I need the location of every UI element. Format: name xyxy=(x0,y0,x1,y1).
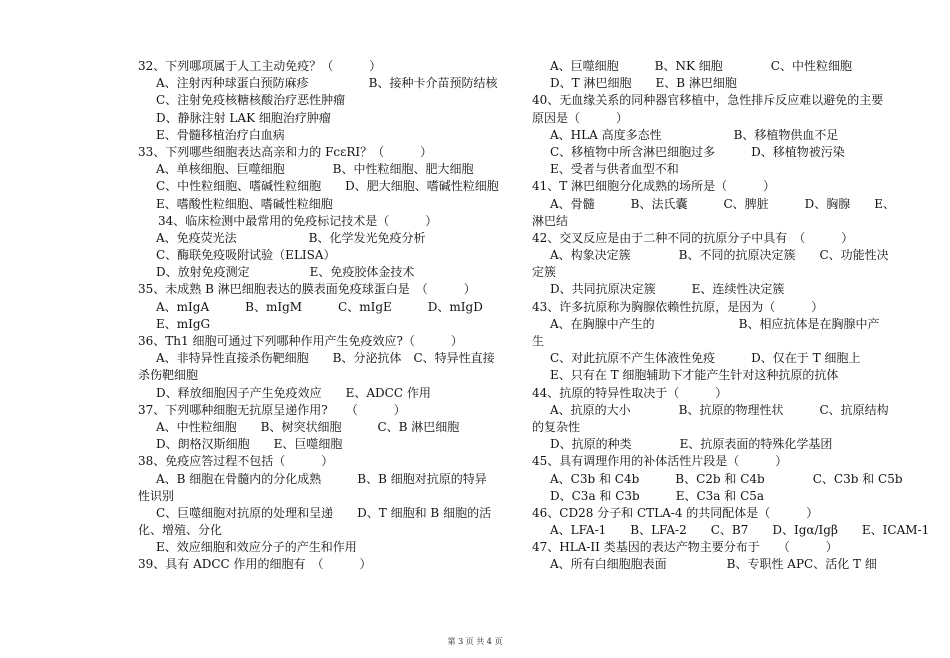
text-line: A、免疫荧光法 B、化学发光免疫分析 xyxy=(156,230,426,245)
text-line: A、B 细胞在骨髓内的分化成熟 B、B 细胞对抗原的特异 xyxy=(156,471,487,486)
text-line: E、mIgG xyxy=(156,316,211,331)
text-line: A、非特异性直接杀伤靶细胞 B、分泌抗体 C、特异性直接 xyxy=(156,351,495,366)
text-line: 32、下列哪项属于人工主动免疫？（ ） xyxy=(138,59,382,73)
text-line: 41、T 淋巴细胞分化成熟的场所是（ ） xyxy=(532,179,776,194)
text-line: 生 xyxy=(532,334,545,348)
text-line: D、朗格汉斯细胞 E、巨噬细胞 xyxy=(156,437,343,452)
text-line: A、注射丙种球蛋白预防麻疹 B、接种卡介苗预防结核 xyxy=(156,76,498,91)
text-line: 35、未成熟 B 淋巴细胞表达的膜表面免疫球蛋白是 （ ） xyxy=(138,282,476,297)
text-line: A、C3b 和 C4b B、C2b 和 C4b C、C3b 和 C5b xyxy=(550,471,903,486)
text-line: 38、免疫应答过程不包括（ ） xyxy=(138,454,334,469)
text-line: D、抗原的种类 E、抗原表面的特殊化学基团 xyxy=(550,437,833,452)
text-line: 36、Th1 细胞可通过下列哪种作用产生免疫效应?（ ） xyxy=(138,334,463,348)
text-line: C、注射免疫核糖核酸治疗恶性肿瘤 xyxy=(156,93,346,108)
text-line: C、中性粒细胞、嗜碱性粒细胞 D、肥大细胞、嗜碱性粒细胞 xyxy=(156,179,499,194)
page-footer: 第 3 页 共 4 页 xyxy=(447,637,503,646)
text-line: 淋巴结 xyxy=(532,213,569,228)
text-line: 43、许多抗原称为胸腺依赖性抗原，是因为（ ） xyxy=(532,299,824,314)
text-line: 45、具有调理作用的补体活性片段是（ ） xyxy=(532,454,788,469)
text-line: D、静脉注射 LAK 细胞治疗肿瘤 xyxy=(156,110,331,125)
text-line: 47、HLA-II 类基因的表达产物主要分布于 （ ） xyxy=(532,540,838,555)
text-line: E、只有在 T 细胞辅助下才能产生针对这种抗原的抗体 xyxy=(550,368,839,383)
text-line: 原因是（ ） xyxy=(532,110,629,125)
text-line: A、HLA 高度多态性 B、移植物供血不足 xyxy=(550,127,839,142)
text-line: E、嗜酸性粒细胞、嗜碱性粒细胞 xyxy=(156,196,333,211)
text-line: 性识别 xyxy=(138,488,175,503)
text-line: A、骨髓 B、法氏囊 C、脾脏 D、胸腺 E、 xyxy=(550,196,896,211)
text-line: 44、抗原的特异性取决于（ ） xyxy=(532,385,728,400)
text-line: 杀伤靶细胞 xyxy=(138,368,199,383)
text-line: D、C3a 和 C3b E、C3a 和 C5a xyxy=(550,488,765,503)
text-line: E、效应细胞和效应分子的产生和作用 xyxy=(156,540,357,555)
text-line: A、mIgA B、mIgM C、mIgE D、mIgD xyxy=(156,299,483,314)
text-line: 的复杂性 xyxy=(532,419,581,434)
text-line: E、骨髓移植治疗白血病 xyxy=(156,127,285,142)
text-line: A、巨噬细胞 B、NK 细胞 C、中性粒细胞 xyxy=(550,59,852,73)
text-line: 定簇 xyxy=(532,265,557,280)
text-line: D、释放细胞因子产生免疫效应 E、ADCC 作用 xyxy=(156,385,431,400)
text-line: A、LFA-1 B、LFA-2 C、B7 D、Igα/Igβ E、ICAM-1 xyxy=(550,523,930,538)
left-column xyxy=(138,58,498,574)
text-line: 46、CD28 分子和 CTLA-4 的共同配体是（ ） xyxy=(532,505,819,520)
text-line: C、移植物中所含淋巴细胞过多 D、移植物被污染 xyxy=(550,144,845,159)
text-line: 40、无血缘关系的同种器官移植中，急性排斥反应难以避免的主要 xyxy=(532,93,884,108)
text-line: D、共同抗原决定簇 E、连续性决定簇 xyxy=(550,282,785,297)
text-line: E、受者与供者血型不和 xyxy=(550,162,679,177)
text-line: 39、具有 ADCC 作用的细胞有 （ ） xyxy=(138,557,372,572)
text-line: 化、增殖、分化 xyxy=(138,523,223,538)
text-line: 34、临床检测中最常用的免疫标记技术是（ ） xyxy=(158,213,438,228)
text-line: A、中性粒细胞 B、树突状细胞 C、B 淋巴细胞 xyxy=(156,419,460,434)
text-line: 33、下列哪些细胞表达高亲和力的 FcεRⅠ？（ ） xyxy=(138,144,433,159)
text-line: C、酶联免疫吸附试验（ELISA） xyxy=(156,248,336,263)
text-line: A、抗原的大小 B、抗原的物理性状 C、抗原结构 xyxy=(550,402,889,417)
text-line: A、构象决定簇 B、不同的抗原决定簇 C、功能性决 xyxy=(550,248,889,263)
text-line: A、在胸腺中产生的 B、相应抗体是在胸腺中产 xyxy=(550,316,880,331)
right-column xyxy=(532,58,930,574)
text-line: A、所有白细胞胞表面 B、专职性 APC、活化 T 细 xyxy=(550,557,877,572)
text-line: D、T 淋巴细胞 E、B 淋巴细胞 xyxy=(550,76,737,91)
text-line: C、巨噬细胞对抗原的处理和呈递 D、T 细胞和 B 细胞的活 xyxy=(156,505,492,520)
text-line: C、对此抗原不产生体液性免疫 D、仅在于 T 细胞上 xyxy=(550,351,861,366)
text-line: A、单核细胞、巨噬细胞 B、中性粒细胞、肥大细胞 xyxy=(156,162,474,177)
text-line: D、放射免疫测定 E、免疫胶体金技术 xyxy=(156,265,415,280)
text-line: 37、下列哪种细胞无抗原呈递作用? （ ） xyxy=(138,402,406,417)
text-line: 42、交叉反应是由于二种不同的抗原分子中具有 （ ） xyxy=(532,230,854,245)
